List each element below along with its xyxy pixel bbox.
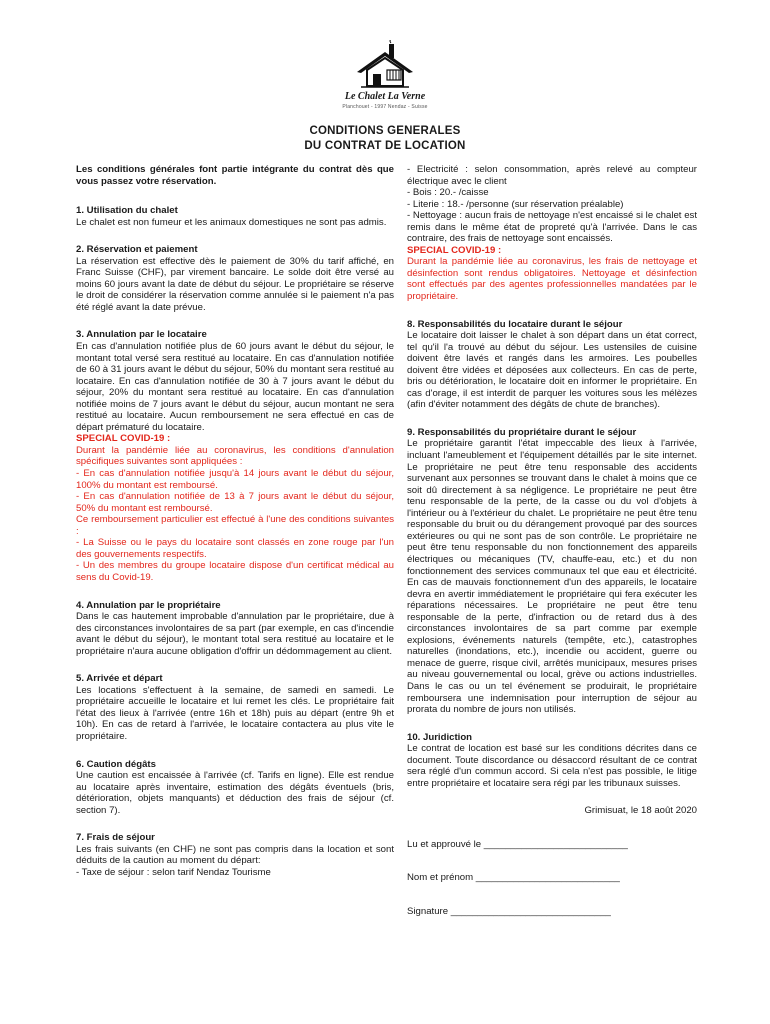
section-2-heading: 2. Réservation et paiement xyxy=(76,244,198,256)
section-7-item-electricite: - Electricité : selon consommation, après relevé au compteur électrique avec le client xyxy=(407,164,697,187)
section-10-text: Le contrat de location est basé sur les conditions décrites dans ce document. Toute discordance ou désaccord résultant de ce contrat sera réglé d'un commun accord. Si cela n'est pas possible, le litige entre propriétaire et locataire sera régi par les tribunaux suisses. xyxy=(407,743,697,789)
section-9-text: Le propriétaire garantit l'état impeccable des lieux à l'arrivée, incluant l'ameublement et l'équipement détaillés par le site internet. Le propriétaire ne peut être tenu responsable des accidents survenant aux personnes se trouvant dans le chalet à moins que ce soit dû directement à sa négligence. Le propriétaire ne peut être tenu responsable de la perte, de la casse ou du vol d'objets à l'intérieur ou à l'extérieur du chalet. Le propriétaire ne peut être tenu responsable du bruit ou du dérangement provoqué par des sources extérieures ou qui ne sont pas de son contrôle. Le propriétaire ne peut être tenu responsable du non fonctionnement des appareils électriques ou mécaniques (TV, chauffe-eau, etc.) et du non fonctionnement des services communaux tel que eau et électricité. En cas de mauvais fonctionnement d'un des appareils, le locataire devra en avertir immédiatement le propriétaire qui fera exécuter les réparations nécessaires. Le propriétaire ne peut être tenu responsable de la perte, d'infraction ou de retard dus à des circonstances involontaires de sa part comme par exemple explosions, événements naturels (tempête, etc.), catastrophes naturelles (inondations, etc.), incendie ou accident, guerre ou menace de guerre, risque civil, arrêtés municipaux, mesures prises au niveau gouvernemental ou local, grève ou actions industrielles. Dans le cas ou un tel événement se produirait, le propriétaire remboursera une indemnisation pour interruption de séjour au prorata du nombre de jours non utilisés. xyxy=(407,438,697,716)
section-3-text: En cas d'annulation notifiée plus de 60 jours avant le début du séjour, le montant total versé sera restitué au locataire. En cas d'annulation notifiée de 60 à 31 jours avant le début du séjour, 50% du montant sera restitué au locataire. En cas d'annulation notifiée de 30 à 7 jours avant le début du séjour, 20% du montant sera restitué au locataire. En cas d'annulation notifiée moins de 7 jours avant le début du séjour, aucun montant ne sera restitué au locataire. Aucun remboursement ne sera effectué en cas de départ prématuré du locataire. xyxy=(76,341,394,433)
section-7-item-taxe: - Taxe de séjour : selon tarif Nendaz Tourisme xyxy=(76,866,271,878)
section-9 xyxy=(407,427,697,716)
section-10 xyxy=(407,732,697,790)
section-8-text: Le locataire doit laisser le chalet à son départ dans un état correct, tel qu'il l'a trouvé au début du séjour. Les ustensiles de cuisine doivent être lavés et rangés dans les armoires. Les poubelles doivent être vidées et déposées aux collecteurs. En cas de perte, bris ou détérioration, le locataire doit en informer le propriétaire. En cas d'orage, il est interdit de parquer les voitures sous les mélèzes (afin d'éviter notamment des dégâts de chute de branches). xyxy=(407,330,697,411)
page-title xyxy=(0,124,770,154)
section-3-covid-condition-2: - Un des membres du groupe locataire dispose d'un certificat médical au sens du Covid-19. xyxy=(76,560,394,583)
section-1-heading: 1. Utilisation du chalet xyxy=(76,205,178,217)
right-column xyxy=(407,164,697,940)
section-10-heading: 10. Juridiction xyxy=(407,731,473,743)
section-3-covid-condition-1: - La Suisse ou le pays du locataire sont classés en zone rouge par l'un des gouvernements respectifs. xyxy=(76,537,394,560)
brand-name: Le Chalet La Verne xyxy=(344,91,426,102)
section-5-heading: 5. Arrivée et départ xyxy=(76,673,163,685)
section-4-heading: 4. Annulation par le propriétaire xyxy=(76,599,221,611)
section-4 xyxy=(76,600,394,658)
section-4-text: Dans le cas hautement improbable d'annulation par le propriétaire, due à des circonstances involontaires de sa part (par exemple, en cas d'incendie avant le début du séjour), le montant total sera restitué au locataire et le propriétaire n'aura aucune obligation d'offrir un dédommagement au client. xyxy=(76,611,394,657)
section-8 xyxy=(407,319,697,411)
approved-line: Lu et approuvé le ___________________________ xyxy=(407,838,628,850)
section-2 xyxy=(76,244,394,313)
section-8-heading: 8. Responsabilités du locataire durant le séjour xyxy=(407,318,623,330)
section-7-heading: 7. Frais de séjour xyxy=(76,832,155,844)
section-3-covid-conditions: Ce remboursement particulier est effectué à l'une des conditions suivantes : xyxy=(76,514,394,537)
section-7-item-literie: - Literie : 18.- /personne (sur réservation préalable) xyxy=(407,198,624,210)
signature-date: Grimisuat, le 18 août 2020 xyxy=(584,805,697,817)
section-7-item-bois: - Bois : 20.- /caisse xyxy=(407,187,489,199)
section-3-covid-item-2: - En cas d'annulation notifiée de 13 à 7 jours avant le début du séjour, 50% du montant est remboursé. xyxy=(76,491,394,514)
intro-text: Les conditions générales font partie intégrante du contrat dès que vous passez votre réservation. xyxy=(76,164,394,187)
section-3-heading: 3. Annulation par le locataire xyxy=(76,329,207,341)
title-line-2: DU CONTRAT DE LOCATION xyxy=(304,140,466,152)
section-6-heading: 6. Caution dégâts xyxy=(76,758,156,770)
section-3-covid-item-1: - En cas d'annulation notifiée jusqu'à 14 jours avant le début du séjour, 100% du montant est remboursé. xyxy=(76,468,394,491)
section-5 xyxy=(76,673,394,742)
section-3 xyxy=(76,329,394,583)
title-line-1: CONDITIONS GENERALES xyxy=(309,125,461,137)
section-7-covid-label: SPECIAL COVID-19 : xyxy=(407,244,502,256)
section-2-text: La réservation est effective dès le paiement de 30% du tarif affiché, en Franc Suisse (CHF), par virement bancaire. Le solde doit être versé au moins 60 jours avant la date de début du séjour. Le propriétaire se réserve le droit de considérer la réservation comme annulée si le paiement n'a pas été réglé avant la date prévue. xyxy=(76,255,394,313)
section-1 xyxy=(76,205,394,228)
section-6-text: Une caution est encaissée à l'arrivée (cf. Tarifs en ligne). Elle est rendue au locataire après inventaire, estimation des dégâts éventuels (bris, détérioration, objets manquants) et déduction des frais de séjour (cf. section 7). xyxy=(76,770,394,816)
name-line: Nom et prénom ___________________________ xyxy=(407,872,620,884)
section-1-text: Le chalet est non fumeur et les animaux domestiques ne sont pas admis. xyxy=(76,216,387,228)
section-6 xyxy=(76,759,394,817)
section-7 xyxy=(76,832,394,878)
section-9-heading: 9. Responsabilités du propriétaire durant le séjour xyxy=(407,426,637,438)
section-7-text: Les frais suivants (en CHF) ne sont pas compris dans la location et sont déduits de la caution au moment du départ: xyxy=(76,843,394,867)
chalet-icon xyxy=(353,40,417,90)
signature-line: Signature ______________________________ xyxy=(407,905,611,917)
section-7-covid-text: Durant la pandémie liée au coronavirus, les frais de nettoyage et désinfection sont rendus obligatoires. Nettoyage et désinfection sont effectués par des agentes professionnelles mandatées par le propriétaire. xyxy=(407,256,697,303)
section-3-covid-intro: Durant la pandémie liée au coronavirus, les conditions d'annulation spécifiques suivantes sont appliquées : xyxy=(76,444,394,468)
logo xyxy=(0,40,770,110)
brand-subtitle: Planchouet - 1997 Nendaz - Suisse xyxy=(342,104,428,110)
section-3-covid-label: SPECIAL COVID-19 : xyxy=(76,433,171,445)
section-5-text: Les locations s'effectuent à la semaine, de samedi en samedi. Le propriétaire accueille le locataire et lui remet les clés. Le propriétaire fait l'état des lieux à l'arrivée (entre 16h et 18h) puis au départ (entre 9h et 10h). En cas de retard à l'arrivée, le locataire contactera au plus vite le propriétaire. xyxy=(76,684,394,742)
section-7-item-nettoyage: - Nettoyage : aucun frais de nettoyage n'est encaissé si le chalet est remis dans le même état de propreté qu'à l'arrivée. Dans le cas contraire, des frais de nettoyage sont encaissés. xyxy=(407,210,697,245)
section-7-continued xyxy=(407,164,697,303)
left-column xyxy=(76,164,394,894)
